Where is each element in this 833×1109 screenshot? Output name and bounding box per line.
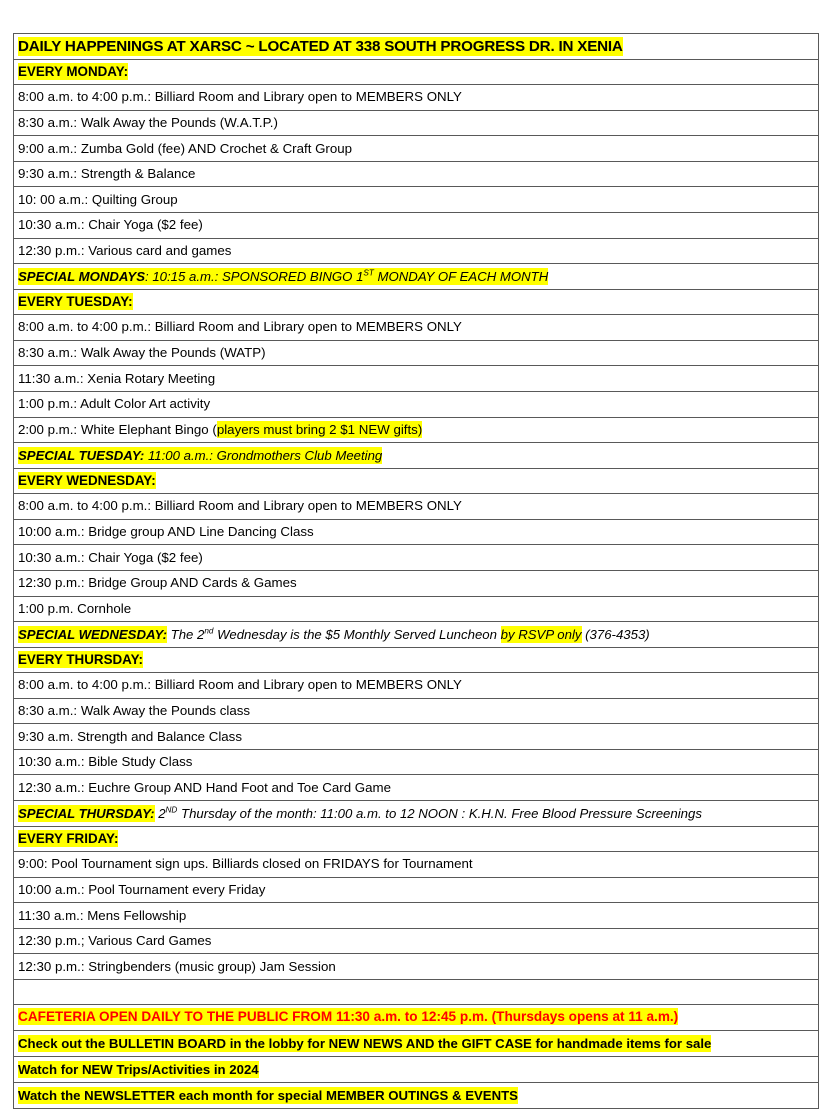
special-thursday-lead: SPECIAL THURSDAY: (18, 805, 155, 821)
table-row-notice (14, 1031, 819, 1057)
table-row (14, 928, 819, 954)
special-wednesday-ordinal-suffix: nd (204, 626, 214, 636)
page-title: DAILY HAPPENINGS AT XARSC ~ LOCATED AT 338 SOUTH PROGRESS DR. IN XENIA (18, 37, 623, 55)
day-heading-wednesday: EVERY WEDNESDAY: (18, 473, 156, 489)
notice-cell-2 (14, 1057, 819, 1083)
special-wednesday-body-before: The 2 (167, 626, 205, 642)
spacer-cell (14, 980, 819, 1005)
table-row-spacer (14, 980, 819, 1005)
day-heading-cell-wednesday (14, 469, 819, 494)
table-row (14, 315, 819, 341)
table-row-day-heading-monday (14, 60, 819, 85)
table-row-day-heading-thursday (14, 648, 819, 673)
table-row (14, 749, 819, 775)
special-wednesday-phone: (376-4353) (581, 626, 650, 642)
table-row-day-heading-wednesday (14, 469, 819, 494)
table-row (14, 85, 819, 111)
table-row-notice (14, 1083, 819, 1109)
schedule-item-wednesday-3: 10:30 a.m.: Chair Yoga ($2 fee) (14, 545, 819, 571)
schedule-item-monday-4: 9:30 a.m.: Strength & Balance (14, 161, 819, 187)
table-row-day-heading-tuesday (14, 290, 819, 315)
day-heading-tuesday: EVERY TUESDAY: (18, 294, 133, 310)
special-wednesday-rsvp-note: by RSVP only (500, 626, 582, 642)
schedule-item-monday-5: 10: 00 a.m.: Quilting Group (14, 187, 819, 213)
schedule-item-tuesday-1: 8:00 a.m. to 4:00 p.m.: Billiard Room and Library open to MEMBERS ONLY (14, 315, 819, 341)
table-row (14, 545, 819, 571)
table-row (14, 110, 819, 136)
day-heading-monday: EVERY MONDAY: (18, 63, 129, 79)
special-cell-wednesday (14, 622, 819, 648)
special-tuesday-text (18, 447, 382, 464)
table-row (14, 852, 819, 878)
schedule-item-wednesday-2: 10:00 a.m.: Bridge group AND Line Dancing Class (14, 519, 819, 545)
special-wednesday-lead: SPECIAL WEDNESDAY: (18, 626, 167, 642)
table-row-notice (14, 1057, 819, 1083)
table-row-special-monday (14, 264, 819, 290)
table-row (14, 775, 819, 801)
table-row (14, 417, 819, 443)
schedule-item-thursday-2: 8:30 a.m.: Walk Away the Pounds class (14, 698, 819, 724)
special-tuesday-lead: SPECIAL TUESDAY: (18, 447, 145, 463)
table-row-title (14, 34, 819, 60)
table-row (14, 187, 819, 213)
special-cell-thursday (14, 801, 819, 827)
table-row (14, 570, 819, 596)
special-monday-body-after: MONDAY OF EACH MONTH (373, 268, 549, 284)
table-row (14, 596, 819, 622)
schedule-item-thursday-3: 9:30 a.m. Strength and Balance Class (14, 724, 819, 750)
table-row-special-wednesday (14, 622, 819, 648)
special-wednesday-body-after: Wednesday is the $5 Monthly Served Luncheon (213, 626, 501, 642)
day-heading-cell-tuesday (14, 290, 819, 315)
notice-newsletter: Watch the NEWSLETTER each month for special MEMBER OUTINGS & EVENTS (18, 1087, 518, 1103)
schedule-item-thursday-5: 12:30 a.m.: Euchre Group AND Hand Foot and Toe Card Game (14, 775, 819, 801)
day-heading-friday: EVERY FRIDAY: (18, 831, 119, 847)
schedule-item-tuesday-4: 1:00 p.m.: Adult Color Art activity (14, 391, 819, 417)
schedule-item-wednesday-1: 8:00 a.m. to 4:00 p.m.: Billiard Room and Library open to MEMBERS ONLY (14, 494, 819, 520)
table-row (14, 954, 819, 980)
special-monday-lead: SPECIAL MONDAYS (18, 268, 146, 284)
special-thursday-body-after: Thursday of the month: 11:00 a.m. to 12 NOON : K.H.N. Free Blood Pressure Screenings (177, 805, 702, 821)
table-row (14, 519, 819, 545)
table-row (14, 673, 819, 699)
schedule-item-monday-7: 12:30 p.m.: Various card and games (14, 238, 819, 264)
day-heading-cell-monday (14, 60, 819, 85)
table-row-special-thursday (14, 801, 819, 827)
notice-cell-3 (14, 1083, 819, 1109)
special-thursday-ordinal-suffix: ND (165, 805, 178, 815)
special-thursday-body-before: 2 (154, 805, 166, 821)
notice-cell-1 (14, 1031, 819, 1057)
schedule-item-thursday-4: 10:30 a.m.: Bible Study Class (14, 749, 819, 775)
day-heading-cell-friday (14, 827, 819, 852)
schedule-item-tuesday-3: 11:30 a.m.: Xenia Rotary Meeting (14, 366, 819, 392)
bingo-highlighted-note: players must bring 2 $1 NEW gifts) (216, 421, 423, 437)
table-row (14, 724, 819, 750)
schedule-item-friday-5: 12:30 p.m.: Stringbenders (music group) Jam Session (14, 954, 819, 980)
daily-happenings-table (13, 33, 819, 1109)
notice-new-trips: Watch for NEW Trips/Activities in 2024 (18, 1061, 259, 1077)
special-tuesday-body: 11:00 a.m.: Grondmothers Club Meeting (144, 447, 383, 463)
schedule-item-tuesday-2: 8:30 a.m.: Walk Away the Pounds (WATP) (14, 340, 819, 366)
schedule-item-wednesday-5: 1:00 p.m. Cornhole (14, 596, 819, 622)
cafeteria-cell (14, 1005, 819, 1031)
schedule-item-tuesday-bingo (14, 417, 819, 443)
schedule-item-monday-2: 8:30 a.m.: Walk Away the Pounds (W.A.T.P.) (14, 110, 819, 136)
table-row (14, 238, 819, 264)
table-row (14, 340, 819, 366)
schedule-item-monday-3: 9:00 a.m.: Zumba Gold (fee) AND Crochet & Craft Group (14, 136, 819, 162)
special-monday-text (18, 268, 548, 285)
special-monday-body-before: : 10:15 a.m.: SPONSORED BINGO 1 (145, 268, 364, 284)
table-row (14, 136, 819, 162)
schedule-item-friday-3: 11:30 a.m.: Mens Fellowship (14, 903, 819, 929)
table-row (14, 698, 819, 724)
bingo-plain-prefix: 2:00 p.m.: White Elephant Bingo ( (18, 421, 217, 437)
schedule-item-monday-1: 8:00 a.m. to 4:00 p.m.: Billiard Room and Library open to MEMBERS ONLY (14, 85, 819, 111)
special-cell-monday (14, 264, 819, 290)
table-row (14, 366, 819, 392)
table-row (14, 161, 819, 187)
day-heading-cell-thursday (14, 648, 819, 673)
table-row-cafeteria (14, 1005, 819, 1031)
day-heading-thursday: EVERY THURSDAY: (18, 652, 144, 668)
schedule-item-thursday-1: 8:00 a.m. to 4:00 p.m.: Billiard Room and Library open to MEMBERS ONLY (14, 673, 819, 699)
schedule-item-friday-4: 12:30 p.m.; Various Card Games (14, 928, 819, 954)
special-monday-ordinal-suffix: ST (363, 268, 374, 278)
special-cell-tuesday (14, 443, 819, 469)
schedule-item-friday-1: 9:00: Pool Tournament sign ups. Billiards closed on FRIDAYS for Tournament (14, 852, 819, 878)
schedule-item-wednesday-4: 12:30 p.m.: Bridge Group AND Cards & Games (14, 570, 819, 596)
document-title-cell (14, 34, 819, 60)
table-row (14, 903, 819, 929)
table-row-special-tuesday (14, 443, 819, 469)
notice-bulletin-board: Check out the BULLETIN BOARD in the lobby for NEW NEWS AND the GIFT CASE for handmade items for sale (18, 1035, 712, 1051)
schedule-item-friday-2: 10:00 a.m.: Pool Tournament every Friday (14, 877, 819, 903)
table-row-day-heading-friday (14, 827, 819, 852)
table-row (14, 391, 819, 417)
table-row (14, 877, 819, 903)
table-row (14, 494, 819, 520)
table-row (14, 212, 819, 238)
cafeteria-notice: CAFETERIA OPEN DAILY TO THE PUBLIC FROM 11:30 a.m. to 12:45 p.m. (Thursdays opens at 11 a.m.) (18, 1009, 679, 1025)
schedule-item-monday-6: 10:30 a.m.: Chair Yoga ($2 fee) (14, 212, 819, 238)
